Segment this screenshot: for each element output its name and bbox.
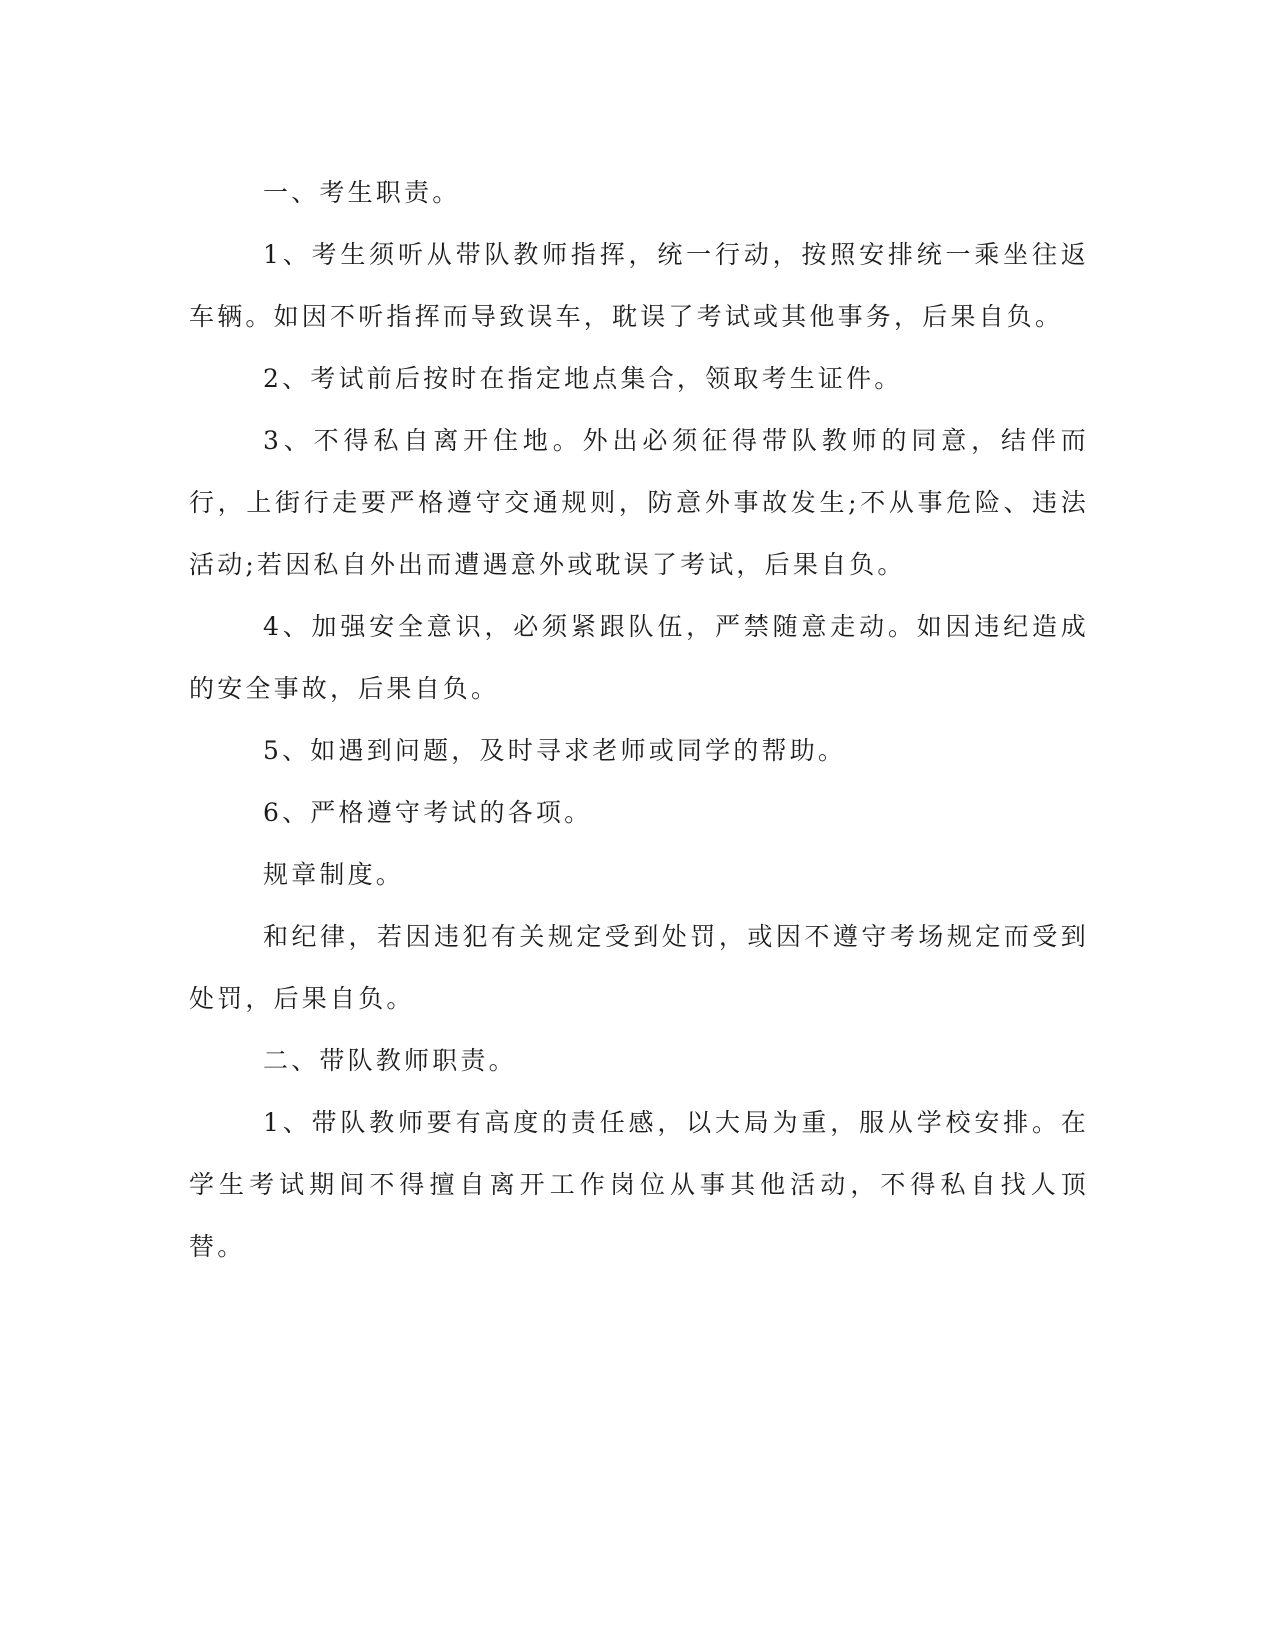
paragraph-candidate-item-2: 2、考试前后按时在指定地点集合，领取考生证件。 [263, 364, 903, 393]
paragraph-candidate-item-1: 1、考生须听从带队教师指挥，统一行动，按照安排统一乘坐往返车辆。如因不听指挥而导致误车，耽误了考试或其他事务，后果自负。 [189, 240, 1089, 331]
paragraph-candidate-item-5: 5、如遇到问题，及时寻求老师或同学的帮助。 [263, 736, 847, 765]
section-heading-teacher-duties: 二、带队教师职责。 [263, 1046, 517, 1075]
paragraph-discipline: 和纪律，若因违犯有关规定受到处罚，或因不遵守考场规定而受到处罚，后果自负。 [189, 922, 1089, 1013]
paragraph-candidate-item-6: 6、严格遵守考试的各项。 [263, 798, 593, 827]
paragraph-candidate-item-3: 3、不得私自离开住地。外出必须征得带队教师的同意，结伴而行，上街行走要严格遵守交通规则，防意外事故发生;不从事危险、违法活动;若因私自外出而遭遇意外或耽误了考试，后果自负。 [189, 426, 1089, 579]
paragraph-rules: 规章制度。 [263, 860, 405, 889]
paragraph-teacher-item-1: 1、带队教师要有高度的责任感，以大局为重，服从学校安排。在学生考试期间不得擅自离开工作岗位从事其他活动，不得私自找人顶替。 [189, 1108, 1089, 1261]
paragraph-candidate-item-4: 4、加强安全意识，必须紧跟队伍，严禁随意走动。如因违纪造成的安全事故，后果自负。 [189, 612, 1089, 703]
section-heading-candidate-duties: 一、考生职责。 [263, 178, 461, 207]
document-body [189, 162, 1089, 1278]
